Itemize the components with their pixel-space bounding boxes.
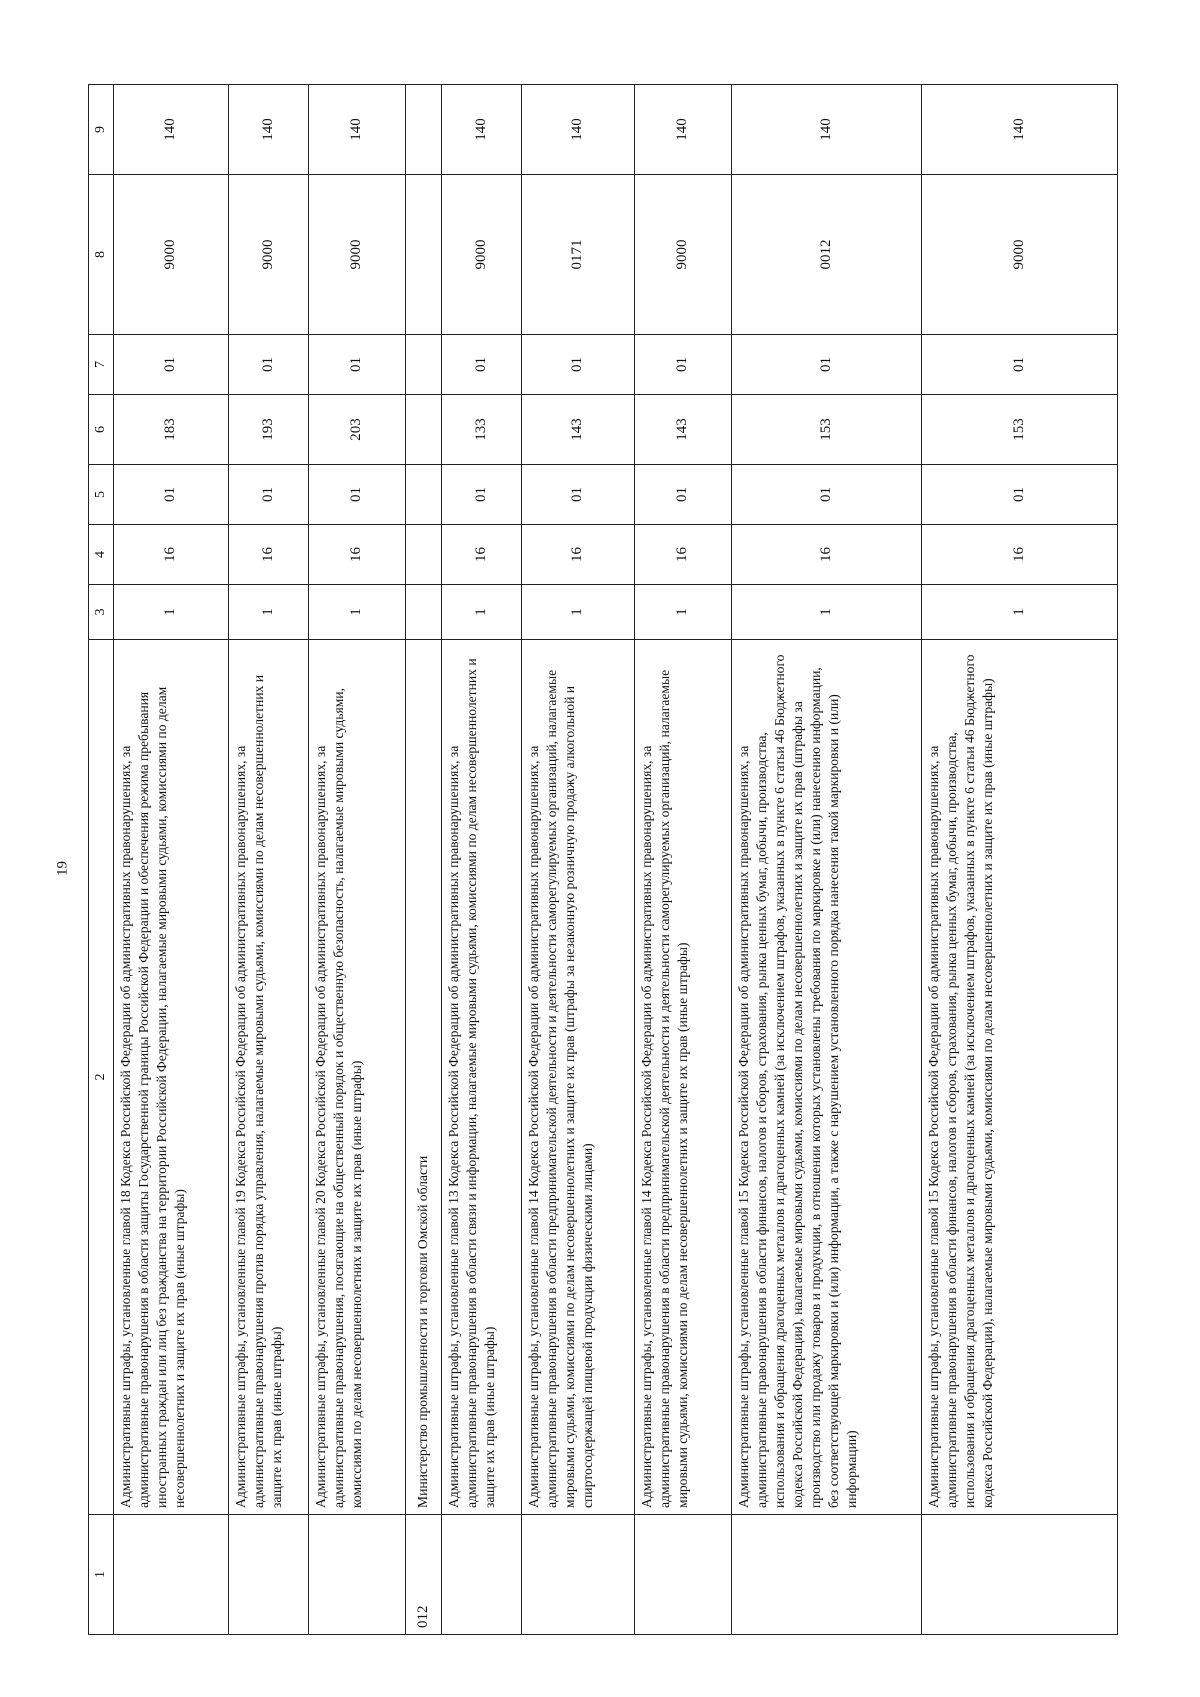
code-cell: 183 [114,395,229,465]
code-cell: 01 [922,465,1118,525]
code-cell: 143 [522,395,635,465]
empty-cell [406,395,442,465]
code-cell: 01 [922,335,1118,395]
admin-code-cell [229,1515,309,1635]
empty-cell [406,525,442,585]
code-cell: 140 [922,85,1118,175]
code-cell: 01 [442,465,522,525]
table-row [732,85,922,1635]
empty-cell [406,85,442,175]
table-row [442,85,522,1635]
code-cell: 140 [229,85,309,175]
table-row [114,85,229,1635]
code-cell: 16 [442,525,522,585]
column-header: 7 [89,335,114,395]
empty-cell [406,335,442,395]
code-cell: 16 [635,525,732,585]
code-cell: 140 [442,85,522,175]
code-cell: 1 [635,585,732,640]
code-cell: 01 [114,465,229,525]
table-row [922,85,1118,1635]
ministry-row [406,85,442,1635]
table-row [522,85,635,1635]
admin-code-cell: 012 [406,1515,442,1635]
revenue-description: Административные штрафы, установленные главой 14 Кодекса Российской Федерации об административных правонарушениях, за административные правонарушения в области предпринимательской деятельности и деятельности саморегулируемых организаций, налагаемые мировыми судьями, комиссиями по делам несовершеннолетних и защите их прав (штрафы за незаконную розничную продажу алкогольной и спиртосодержащей пищевой продукции физическими лицами) [522,640,635,1515]
code-cell: 16 [522,525,635,585]
admin-code-cell [635,1515,732,1635]
rotated-page-content [88,85,1118,1635]
code-cell: 140 [309,85,406,175]
ministry-name: Министерство промышленности и торговли Омской области [406,640,442,1515]
budget-classification-table [88,84,1118,1635]
admin-code-cell [922,1515,1118,1635]
admin-code-cell [442,1515,522,1635]
revenue-description: Административные штрафы, установленные главой 14 Кодекса Российской Федерации об административных правонарушениях, за административные правонарушения в области предпринимательской деятельности и деятельности саморегулируемых организаций, налагаемые мировыми судьями, комиссиями по делам несовершеннолетних и защите их прав (иные штрафы) [635,640,732,1515]
code-cell: 9000 [635,175,732,335]
code-cell: 01 [522,465,635,525]
code-cell: 01 [114,335,229,395]
code-cell: 01 [635,335,732,395]
column-header: 6 [89,395,114,465]
code-cell: 143 [635,395,732,465]
admin-code-cell [114,1515,229,1635]
code-cell: 16 [922,525,1118,585]
code-cell: 9000 [442,175,522,335]
code-cell: 9000 [229,175,309,335]
code-cell: 1 [522,585,635,640]
code-cell: 16 [309,525,406,585]
revenue-description: Административные штрафы, установленные главой 18 Кодекса Российской Федерации об административных правонарушениях, за административные правонарушения в области защиты Государственной границы Российской Федерации и обеспечения режима пребывания иностранных граждан или лиц без гражданства на территории Российской Федерации, налагаемые мировыми судьями, комиссиями по делам несовершеннолетних и защите их прав (иные штрафы) [114,640,229,1515]
code-cell: 0012 [732,175,922,335]
code-cell: 1 [922,585,1118,640]
code-cell: 01 [522,335,635,395]
revenue-description: Административные штрафы, установленные главой 20 Кодекса Российской Федерации об административных правонарушениях, за административные правонарушения, посягающие на общественный порядок и общественную безопасность, налагаемые мировыми судьями, комиссиями по делам несовершеннолетних и защите их прав (иные штрафы) [309,640,406,1515]
table-row [309,85,406,1635]
code-cell: 01 [635,465,732,525]
admin-code-cell [522,1515,635,1635]
column-header: 5 [89,465,114,525]
code-cell: 01 [732,335,922,395]
code-cell: 140 [635,85,732,175]
admin-code-cell [732,1515,922,1635]
column-number-header [89,85,114,1635]
column-header: 1 [89,1515,114,1635]
code-cell: 01 [442,335,522,395]
code-cell: 133 [442,395,522,465]
column-header: 9 [89,85,114,175]
code-cell: 01 [732,465,922,525]
column-header: 2 [89,640,114,1515]
code-cell: 9000 [114,175,229,335]
code-cell: 153 [922,395,1118,465]
code-cell: 1 [229,585,309,640]
code-cell: 16 [114,525,229,585]
code-cell: 16 [732,525,922,585]
code-cell: 1 [442,585,522,640]
column-header: 3 [89,585,114,640]
empty-cell [406,175,442,335]
code-cell: 01 [229,335,309,395]
code-cell: 140 [732,85,922,175]
code-cell: 0171 [522,175,635,335]
code-cell: 9000 [922,175,1118,335]
code-cell: 140 [522,85,635,175]
table-row [229,85,309,1635]
code-cell: 1 [114,585,229,640]
revenue-description: Административные штрафы, установленные главой 15 Кодекса Российской Федерации об административных правонарушениях, за административные правонарушения в области финансов, налогов и сборов, страхования, рынка ценных бумаг, добычи, производства, использования и обращения драгоценных металлов и драгоценных камней (за исключением штрафов, указанных в пункте 6 статьи 46 Бюджетного кодекса Российской Федерации), налагаемые мировыми судьями, комиссиями по делам несовершеннолетних и защите их прав (иные штрафы) [922,640,1118,1515]
revenue-description: Административные штрафы, установленные главой 15 Кодекса Российской Федерации об административных правонарушениях, за административные правонарушения в области финансов, налогов и сборов, страхования, рынка ценных бумаг, добычи, производства, использования и обращения драгоценных металлов и драгоценных камней (за исключением штрафов, указанных в пункте 6 статьи 46 Бюджетного кодекса Российской Федерации), налагаемые мировыми судьями, комиссиями по делам несовершеннолетних и защите их прав (штрафы за производство или продажу товаров и продукции, в отношении которых установлены требования по маркировке и (или) нанесению информации, без соответствующей маркировки и (или) информации, а также с нарушением установленного порядка нанесения такой маркировки и (или) информации) [732,640,922,1515]
code-cell: 01 [229,465,309,525]
code-cell: 1 [309,585,406,640]
empty-cell [406,465,442,525]
code-cell: 9000 [309,175,406,335]
code-cell: 193 [229,395,309,465]
code-cell: 203 [309,395,406,465]
code-cell: 140 [114,85,229,175]
column-header: 4 [89,525,114,585]
code-cell: 153 [732,395,922,465]
column-header: 8 [89,175,114,335]
admin-code-cell [309,1515,406,1635]
table-row [635,85,732,1635]
revenue-description: Административные штрафы, установленные главой 13 Кодекса Российской Федерации об административных правонарушениях, за административные правонарушения в области связи и информации, налагаемые мировыми судьями, комиссиями по делам несовершеннолетних и защите их прав (иные штрафы) [442,640,522,1515]
revenue-description: Административные штрафы, установленные главой 19 Кодекса Российской Федерации об административных правонарушениях, за административные правонарушения против порядка управления, налагаемые мировыми судьями, комиссиями по делам несовершеннолетних и защите их прав (иные штрафы) [229,640,309,1515]
code-cell: 16 [229,525,309,585]
empty-cell [406,585,442,640]
code-cell: 01 [309,465,406,525]
page-number: 19 [54,861,71,876]
code-cell: 01 [309,335,406,395]
code-cell: 1 [732,585,922,640]
